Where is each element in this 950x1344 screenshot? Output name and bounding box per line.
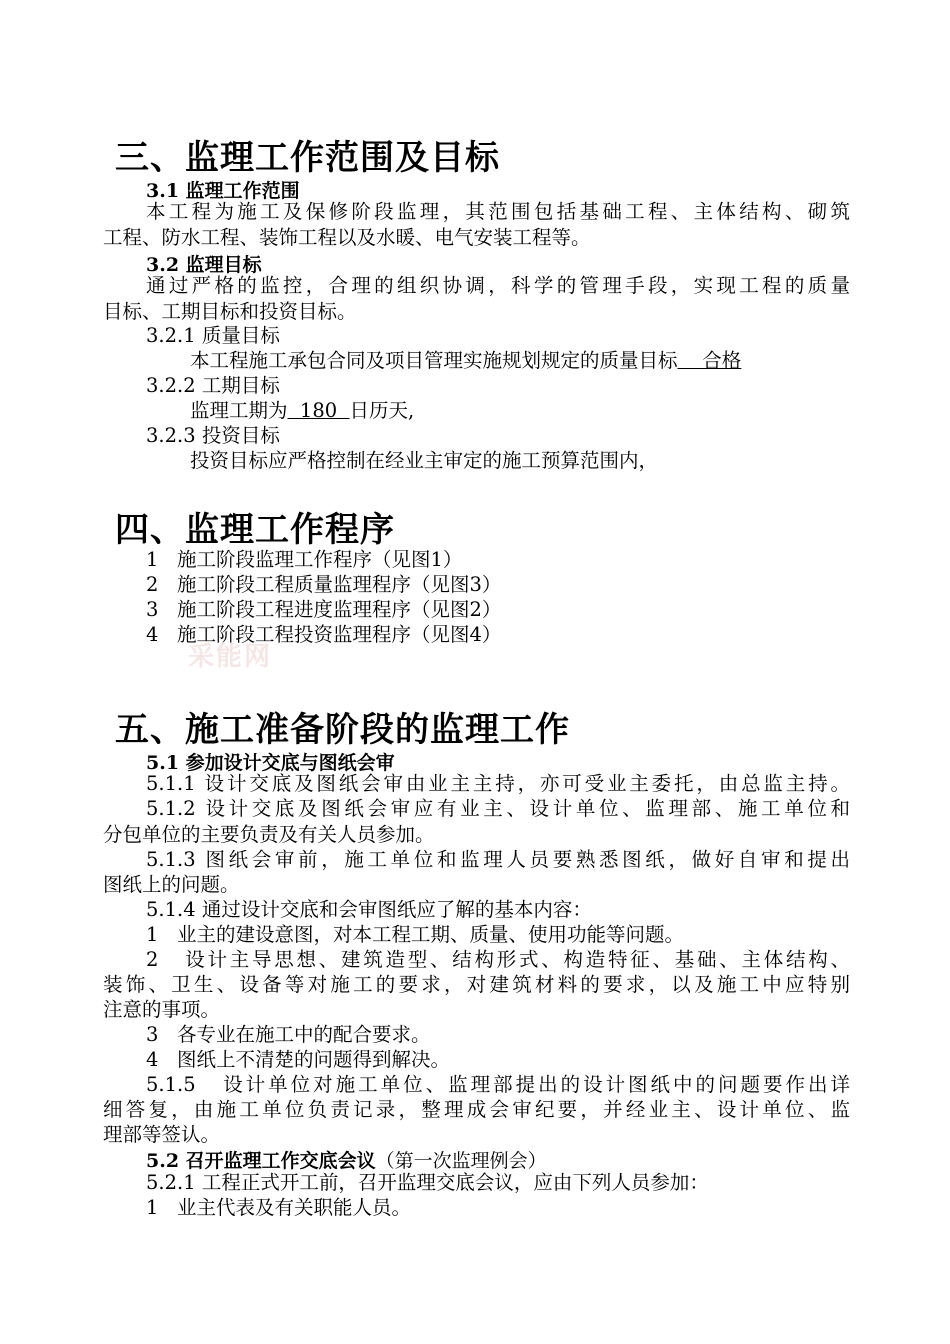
section-3-title: 三、监理工作范围及目标 (115, 138, 500, 178)
content-item-3: 3 各专业在施工中的配合要求。 (146, 1023, 431, 1046)
section-5-1-3-line-2: 图纸上的问题。 (103, 873, 240, 896)
section-5-1-5-line-1: 5.1.5 设计单位对施工单位、监理部提出的设计图纸中的问题要作出详 (146, 1073, 850, 1096)
section-5-1-4-text: 5.1.4 通过设计交底和会审图纸应了解的基本内容： (146, 898, 592, 921)
content-item-2-line-3: 注意的事项。 (103, 998, 221, 1021)
section-5-title: 五、施工准备阶段的监理工作 (115, 710, 570, 750)
section-5-2-title: 5.2 召开监理工作交底会议 (146, 1150, 376, 1172)
section-3-2-para-line-2: 目标、工期目标和投资目标。 (103, 300, 357, 323)
section-5-1-1-text: 5.1.1 设计交底及图纸会审由业主主持，亦可受业主委托，由总监主持。 (146, 772, 850, 795)
schedule-goal-prefix: 监理工期为 (190, 399, 288, 422)
section-5-1-5-line-3: 理部等签认。 (103, 1123, 221, 1146)
section-5-1-5-line-2: 细答复，由施工单位负责记录，整理成会审纪要，并经业主、设计单位、监 (103, 1098, 850, 1121)
schedule-goal-line (190, 398, 414, 424)
section-3-2-para-line-1: 通过严格的监控，合理的组织协调，科学的管理手段，实现工程的质量 (146, 274, 850, 297)
section-3-1-heading: 3.1 监理工作范围 (146, 180, 300, 202)
quality-goal-value: 合格 (677, 349, 742, 372)
investment-goal-text: 投资目标应严格控制在经业主审定的施工预算范围内， (190, 449, 659, 472)
quality-goal-line (190, 348, 741, 374)
section-5-1-3-line-1: 5.1.3 图纸会审前，施工单位和监理人员要熟悉图纸，做好自审和提出 (146, 848, 850, 871)
procedure-item-4: 4 施工阶段工程投资监理程序（见图4） (146, 623, 502, 646)
section-5-2-1-text: 5.2.1 工程正式开工前，召开监理交底会议，应由下列人员参加： (146, 1171, 709, 1194)
section-3-2-3-heading: 3.2.3 投资目标 (146, 424, 280, 447)
section-3-2-1-heading: 3.2.1 质量目标 (146, 324, 280, 347)
section-5-2-note: （第一次监理例会） (375, 1150, 547, 1172)
quality-goal-text: 本工程施工承包合同及项目管理实施规划规定的质量目标 (190, 349, 678, 372)
content-item-1: 1 业主的建设意图，对本工程工期、质量、使用功能等问题。 (146, 923, 685, 946)
content-item-4: 4 图纸上不清楚的问题得到解决。 (146, 1048, 451, 1071)
section-3-1-para-line-1: 本工程为施工及保修阶段监理，其范围包括基础工程、主体结构、砌筑 (146, 200, 850, 223)
section-4-title: 四、监理工作程序 (115, 510, 395, 550)
attendee-item-1: 1 业主代表及有关职能人员。 (146, 1196, 412, 1219)
section-5-2-heading (146, 1146, 547, 1173)
content-item-2-line-1: 2 设计主导思想、建筑造型、结构形式、构造特征、基础、主体结构、 (146, 948, 850, 971)
section-3-2-2-heading: 3.2.2 工期目标 (146, 374, 280, 397)
procedure-item-3: 3 施工阶段工程进度监理程序（见图2） (146, 598, 502, 621)
watermark: 采能网 (188, 642, 273, 672)
procedure-item-1: 1 施工阶段监理工作程序（见图1） (146, 548, 463, 571)
section-3-1-para-line-2: 工程、防水工程、装饰工程以及水暖、电气安装工程等。 (103, 226, 591, 249)
section-5-1-2-line-1: 5.1.2 设计交底及图纸会审应有业主、设计单位、监理部、施工单位和 (146, 797, 850, 820)
schedule-goal-value: 180 (287, 399, 350, 422)
content-item-2-line-2: 装饰、卫生、设备等对施工的要求，对建筑材料的要求，以及施工中应特别 (103, 973, 850, 996)
section-5-1-2-line-2: 分包单位的主要负责及有关人员参加。 (103, 823, 435, 846)
procedure-item-2: 2 施工阶段工程质量监理程序（见图3） (146, 573, 502, 596)
section-5-1-heading: 5.1 参加设计交底与图纸会审 (146, 752, 395, 774)
section-3-2-heading: 3.2 监理目标 (146, 254, 262, 276)
schedule-goal-suffix: 日历天, (349, 399, 415, 422)
